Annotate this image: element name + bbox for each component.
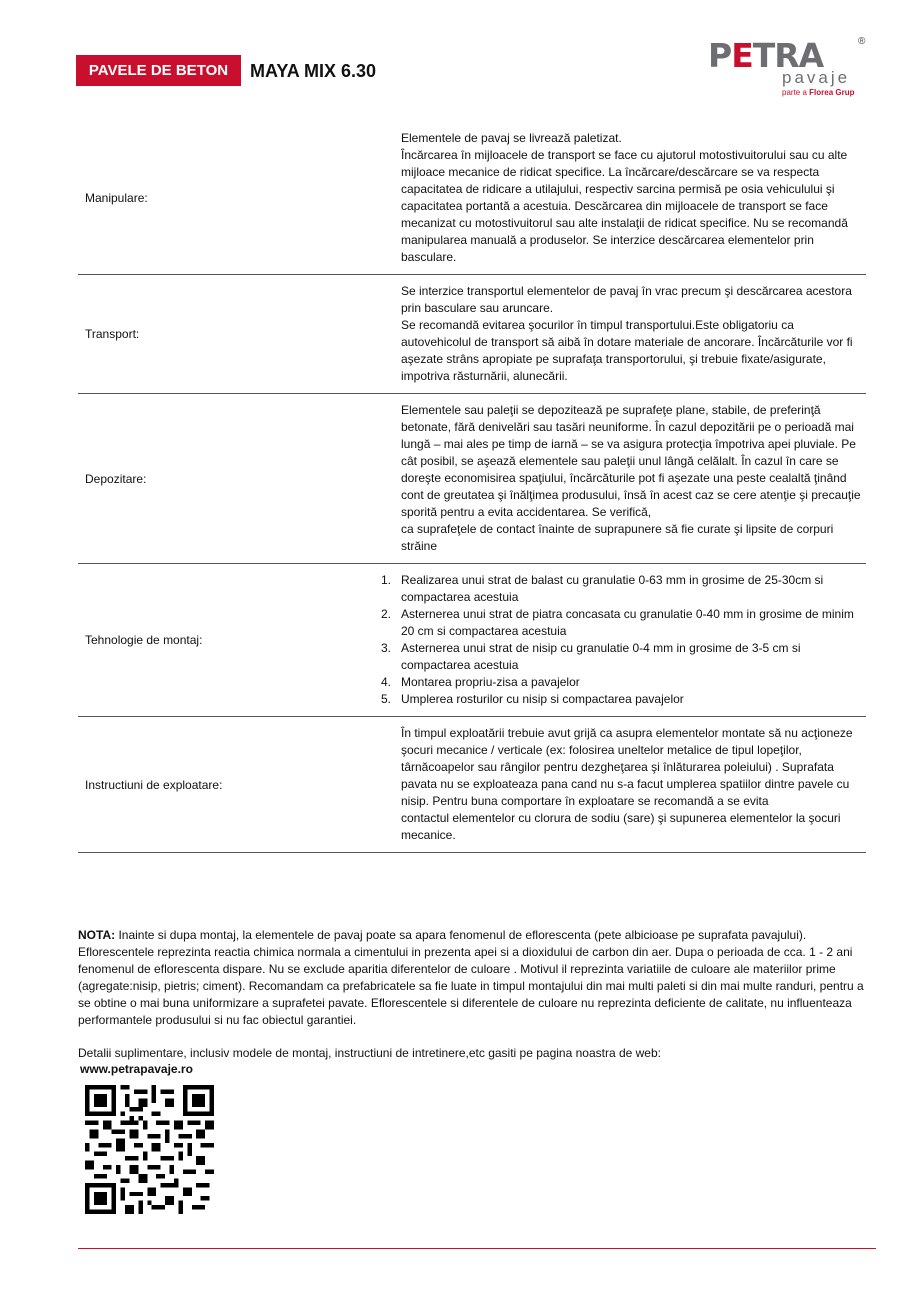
paragraph: Elementele sau paleţii se depozitează pe suprafeţe plane, stabile, de preferinţă betonate, fără denivelări sau tasări neuniforme. În cazul depozitării pe o perioadă mai lungă – mai ales pe timp de iarnă – se va asigura protecţia împotriva apei pluviale. Pe cât posibil, se aşează elementele sau paleţii unul lângă celălalt. În cazul în care se doreşte economisirea spaţiului, încărcăturile pot fi aşezate una peste cealaltă ţinând cont de greutatea şi înălţimea produsului, însă în acest caz se cere atenţie şi precauţie sporită pentru a evita accidentarea. Se verifică, xyxy=(401,403,861,519)
row-content xyxy=(401,122,861,274)
table-row-transport xyxy=(78,275,866,394)
footer-divider xyxy=(78,1248,876,1249)
nota-text: Inainte si dupa montaj, la elementele de pavaj poate sa apara fenomenul de eflorescenta (pete albicioase pe suprafata pavajului). Eflorescentele reprezinta reactia chimica normala a cimentului in prezenta apei si a dioxidului de carbon din aer. Dupa o perioada de cca. 1 - 2 ani fenomenul de eflorescenta dispare. Nu se exclude aparitia diferentelor de culoare . Motivul il reprezinta variatiile de culoare ale materiilor prime (agregate:nisip, pietris; ciment). Recomandam ca prefabricatele sa fie luate in timpul montajului din mai multi paleti si din mai multe randuri, pentru a se obtine o mai buna uniformizare a suprafetei pavate. Eflorescentele si diferentele de culoare nu reprezinta deficiente de calitate, nu influenteaza performantele produsului si nu fac obiectul garantiei. xyxy=(78,928,864,1027)
row-content xyxy=(401,394,861,563)
list-item: 3. Asternerea unui strat de nisip cu granulatie 0-4 mm in grosime de 3-5 cm si compactarea acestuia xyxy=(381,641,801,672)
row-content xyxy=(401,717,861,852)
logo-subtitle: pavaje xyxy=(782,68,851,87)
list-item: 1. Realizarea unui strat de balast cu granulatie 0-63 mm in grosime de 25-30cm si compactarea acestuia xyxy=(381,573,824,604)
row-content xyxy=(381,564,861,716)
paragraph: Încărcarea în mijloacele de transport se face cu ajutorul motostivuitorului sau cu alte mijloace mecanice de ridicat specifice. La încărcare/descărcare se va respecta capacitatea de ridicare a utilajului, respectiv sarcina permisă pe osia vehiculului şi capacitatea portantă a acestuia. Descărcarea din mijloacele de transport se face mecanizat cu motostivuitorul sau alte instalaţii de ridicat specifice. Nu se recomandă xyxy=(401,148,848,230)
row-label: Depozitare: xyxy=(85,471,147,486)
product-title: MAYA MIX 6.30 xyxy=(250,61,377,81)
row-content xyxy=(401,275,861,393)
paragraph: Se interzice transportul elementelor de pavaj în vrac precum şi descărcarea acestora prin basculare sau aruncare. xyxy=(401,284,852,315)
row-label: Transport: xyxy=(85,327,140,341)
paragraph: ca suprafeţele de contact înainte de suprapunere să fie curate şi lipsite de corpuri străine xyxy=(401,522,834,553)
paragraph: Se recomandă evitarea şocurilor în timpul transportului.Este obligatoriu ca autovehicolul de transport să aibă în dotare materiale de ancorare. Încărcăturile vor fi aşezate strâns apropiate pe suprafaţa transportorului, şi trebuie fixate/asigurate, impotriva răsturnării, alunecării. xyxy=(401,318,853,383)
table-row-tehnologie xyxy=(78,564,866,717)
list-item: 4. Montarea propriu-zisa a pavajelor xyxy=(381,675,580,689)
nota-paragraph xyxy=(78,927,866,1029)
logo-wordmark: PETRA xyxy=(708,36,824,75)
qr-code-icon xyxy=(85,1085,214,1214)
registered-mark: ® xyxy=(858,36,866,47)
row-label: Tehnologie de montaj: xyxy=(85,633,203,647)
nota-label: NOTA: xyxy=(78,928,116,942)
table-row-manipulare xyxy=(78,122,866,275)
details-text: Detalii suplimentare, inclusiv modele de montaj, instructiuni de intretinere,etc gasiti pe pagina noastra de web: xyxy=(78,1046,661,1060)
row-label: Instructiuni de exploatare: xyxy=(85,777,223,792)
paragraph: contactul elementelor cu clorura de sodiu (sare) şi supunerea elementelor la şocuri mecanice. xyxy=(401,811,841,842)
list-item: 5. Umplerea rosturilor cu nisip si compactarea pavajelor xyxy=(381,692,684,706)
logo-group: parte a Florea Grup xyxy=(782,88,855,97)
info-table xyxy=(78,122,866,853)
paragraph: manipularea manuală a produselor. Se interzice descărcarea elementelor prin basculare. xyxy=(401,233,814,264)
list-item: 2. Asternerea unui strat de piatra concasata cu granulatie 0-40 mm in grosime de minim 20 cm si compactarea acestuia xyxy=(381,607,854,638)
category-badge: PAVELE DE BETON xyxy=(76,55,241,86)
petra-pavaje-logo xyxy=(708,36,868,102)
website-link[interactable]: www.petrapavaje.ro xyxy=(80,1062,193,1076)
table-row-exploatare xyxy=(78,717,866,853)
paragraph: În timpul exploatării trebuie avut grijă ca asupra elementelor montate să nu acţioneze şocuri mecanice / verticale (ex: folosirea uneltelor metalice de tipul lopeţilor, târnăcoapelor sau rângilor pentru dezgheţarea şi înlăturarea poleiului) . Suprafata pavata nu se exploateaza pana cand nu s-a facut umplerea spatiilor dintre pavele cu nisip. Pentru buna comportare în exploatare se recomandă a se evita xyxy=(401,726,853,808)
paragraph: Elementele de pavaj se livrează paletizat. xyxy=(401,131,622,145)
row-label: Manipulare: xyxy=(85,191,148,205)
montaj-steps xyxy=(381,572,861,708)
table-row-depozitare xyxy=(78,394,866,564)
